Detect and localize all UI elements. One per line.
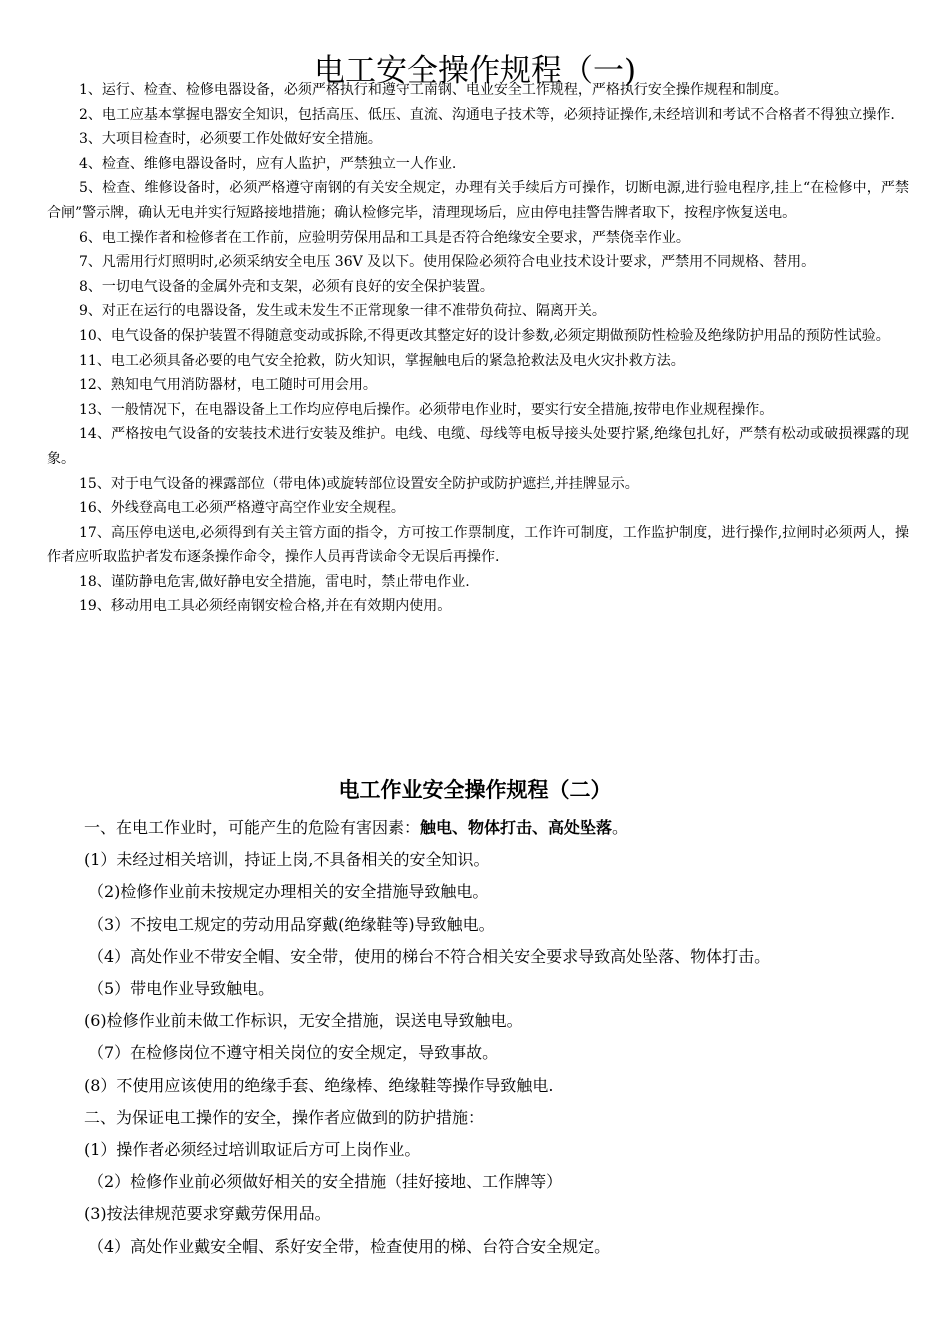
rule-item: 1、运行、检查、检修电器设备，必须严格执行和遵守工南钢、电业安全工作规程，严格执行安全操作规程和制度。 [79,82,788,98]
measure-item: （4）高处作业戴安全帽、系好安全带，检查使用的梯、台符合安全规定。 [88,1236,611,1256]
page-title: 电工安全操作规程（一) [313,52,637,89]
hazard-item: (1）未经过相关培训，持证上岗,不具备相关的安全知识。 [84,850,490,870]
rule-item: 7、凡需用行灯照明时,必须采纳安全电压 36V 及以下。使用保险必须符合电业技术设计要求，严禁用不同规格、替用。 [79,254,816,271]
hazards-key-list: 触电、物体打击、高处坠落 [420,818,613,837]
rule-item: 12、熟知电气用消防器材，电工随时可用会用。 [79,377,377,394]
hazard-item: （2)检修作业前未按规定办理相关的安全措施导致触电。 [88,882,489,902]
rule-item: 17、高压停电送电,必须得到有关主管方面的指令，方可按工作票制度，工作许可制度，工作监护制度，进行操作,拉闸时必须两人，操作者应听取监护者发布逐条操作命令，操作人员再背读命令无误后再操作. [47,524,909,566]
hazard-item: （5）带电作业导致触电。 [88,979,275,999]
rule-item: 13、一般情况下，在电器设备上工作均应停电后操作。必须带电作业时，要实行安全措施,按带电作业规程操作。 [79,401,774,418]
rules-section [47,78,909,619]
rule-item: 16、外线登高电工必须严格遵守高空作业安全规程。 [79,500,405,517]
measure-item: (1）操作者必须经过培训取证后方可上岗作业。 [84,1140,421,1160]
hazards-intro [84,812,914,844]
rule-item: 11、电工必须具备必要的电气安全抢救，防火知识，掌握触电后的紧急抢救法及电火灾扑救方法。 [79,352,685,369]
hazards-intro-end: 。 [612,818,629,837]
hazard-item: (6)检修作业前未做工作标识，无安全措施，误送电导致触电。 [84,1011,523,1031]
rule-item: 5、检查、维修设备时，必须严格遵守南钢的有关安全规定，办理有关手续后方可操作，切断电源,进行验电程序,挂上“在检修中，严禁合闸”警示牌，确认无电并实行短路接地措施；确认检修完毕，清理现场后，应由停电挂警告牌者取下，按程序恢复送电。 [47,180,909,221]
rule-item: 8、一切电气设备的金属外壳和支架，必须有良好的安全保护装置。 [79,278,494,295]
measures-intro: 二、为保证电工操作的安全，操作者应做到的防护措施： [84,1107,485,1127]
rule-item: 14、严格按电气设备的安装技术进行安装及维护。电线、电缆、母线等电板导接头处要拧紧,绝缘包扎好，严禁有松动或破损裸露的现象。 [47,426,909,467]
rule-item: 10、电气设备的保护装置不得随意变动或拆除,不得更改其整定好的设计参数,必须定期做预防性检验及绝缘防护用品的预防性试验。 [79,327,890,344]
hazards-section [84,812,914,1263]
rule-item: 15、对于电气设备的裸露部位（带电体)或旋转部位设置安全防护或防护遮拦,并挂牌显示。 [79,475,639,492]
rule-item: 3、大项目检查时，必须要工作处做好安全措施。 [79,131,382,148]
measure-item: (3)按法律规范要求穿戴劳保用品。 [84,1204,331,1224]
section-title: 电工作业安全操作规程（二） [338,778,612,803]
rule-item: 19、移动用电工具必须经南钢安检合格,并在有效期内使用。 [79,598,452,615]
rule-item: 4、检查、维修电器设备时，应有人监护，严禁独立一人作业. [79,155,457,172]
rule-item: 2、电工应基本掌握电器安全知识，包括高压、低压、直流、沟通电子技术等，必须持证操作,未经培训和考试不合格者不得独立操作. [79,106,895,123]
rule-item: 18、谨防静电危害,做好静电安全措施，雷电时，禁止带电作业. [79,573,470,590]
measure-item: （2）检修作业前必须做好相关的安全措施（挂好接地、工作牌等） [88,1172,563,1192]
hazards-intro-text: 一、在电工作业时，可能产生的危险有害因素： [84,818,421,837]
hazard-item: （7）在检修岗位不遵守相关岗位的安全规定，导致事故。 [88,1043,499,1063]
hazard-item: （3）不按电工规定的劳动用品穿戴(绝缘鞋等)导致触电。 [88,914,495,934]
rule-item: 6、电工操作者和检修者在工作前，应验明劳保用品和工具是否符合绝缘安全要求，严禁侥幸作业。 [79,229,690,246]
hazard-item: （4）高处作业不带安全帽、安全带，使用的梯台不符合相关安全要求导致高处坠落、物体打击。 [88,946,771,966]
hazard-item: (8）不使用应该使用的绝缘手套、绝缘棒、绝缘鞋等操作导致触电. [84,1075,554,1095]
rule-item: 9、对正在运行的电器设备，发生或未发生不正常现象一律不准带负荷拉、隔离开关。 [79,303,606,320]
